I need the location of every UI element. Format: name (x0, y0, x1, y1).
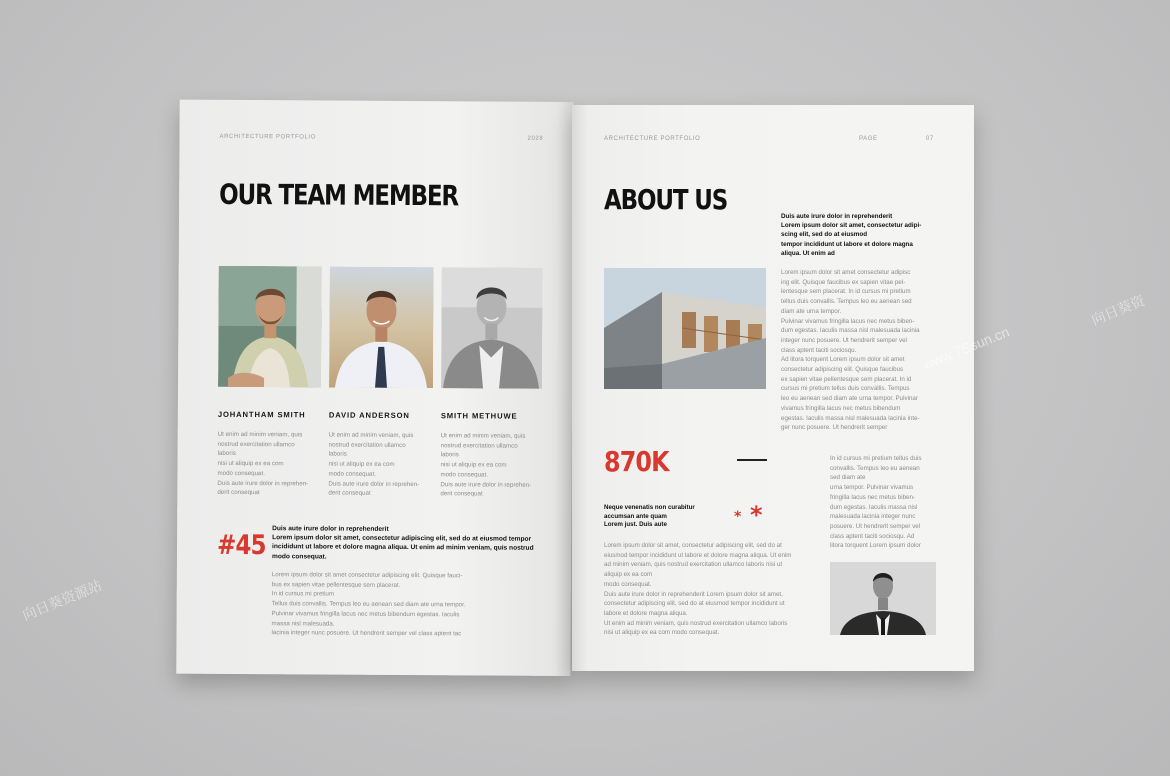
page-label: PAGE (859, 136, 878, 142)
intro-bold-text: Duis aute irure dolor in reprehenderit Lorem ipsum dolor sit amet, consectetur adipi- scing elit, sed do at eiusmod tempor incididunt ut labore et dolore magna aliqua. Ut enim ad (781, 213, 922, 257)
portrait-photo (830, 562, 936, 635)
member-photo-1 (218, 266, 322, 388)
page-number: 07 (926, 136, 934, 142)
watermark-text-2: 向日葵资 (1089, 292, 1147, 328)
member-photo-2 (329, 267, 434, 389)
stat-body-text: Lorem ipsum dolor sit amet, consectetur adipiscing elit, sed do at eiusmod tempor incididunt ut labore et dolore magna aliqua. Ut enim ad minim veniam, quis nostrud exercitation ullamco laboris nisi ut aliquip ex ea com modo consequat. Duis aute irure dolor in reprehenderit Lorem ipsum dolor sit amet, consectetur adipiscing elit, sed do at eiusmod tempor incididunt ut labore et dolore magna aliqua. Ut enim ad minim veniam, quis nostrud exercitation ullamco laboris nisi ut aliquip ex ea com modo consequat. (604, 542, 792, 637)
side-body-text: In id cursus mi pretium tellus duis convallis. Tempus leo eu aenean sed diam ate urna tempor. Pulvinar vivamus fringilla lacus nec metus biben- dum egestas. Iaculis massa nisl malesuada lacinia integer nunc posuere. Ut hendrerit semper vel class aptent taciti sociosqu. Ad litora torquent Lorem ipsum dolor (830, 455, 922, 550)
page-heading: OUR TEAM MEMBER (219, 177, 459, 213)
asterisk-large: * (750, 501, 763, 529)
stat-bold-text: Duis aute irure dolor in reprehenderit Lorem ipsum dolor sit amet, consectetur adipiscing elit, sed do at eiusmod tempor incididunt ut labore et dolore magna aliqua. Ut enim ad minim veniam, quis nostrud modo consequat. (271, 525, 534, 561)
stat-number: #45 (216, 529, 266, 562)
member-bio-3: Ut enim ad minim veniam, quis nostrud exercitation ullamco laboris nisi ut aliquip ex ea com modo consequat. Duis aute irure dolor in reprehen- derit consequat (440, 432, 532, 498)
running-title: ARCHITECTURE PORTFOLIO (604, 136, 701, 142)
running-year: 2028 (527, 135, 544, 142)
member-bio-2: Ut enim ad minim veniam, quis nostrud exercitation ullamco laboris nisi ut aliquip ex ea com modo consequat. Duis aute irure dolor in reprehen- derit consequat (328, 431, 420, 497)
left-page (176, 100, 573, 676)
member-name-2: DAVID ANDERSON (328, 410, 410, 421)
stat-body-text: Lorem ipsum dolor sit amet consectetur adipiscing elit. Quisque fauci- bus ex sapien vitae pellentesque sem placerat. In id cursus mi pretium Tellus duis convallis. Tempus leo eu aenean sed diam ate urna tempor. Pulvinar vivamus fringilla lacus nec metus bibendum egestas. Iaculis massa nisl malesuada. lacinia integer nunc posuere. Ut hendrerit semper vel class aptent tac (271, 571, 466, 638)
building-photo (604, 268, 766, 389)
running-title: ARCHITECTURE PORTFOLIO (219, 133, 316, 141)
intro-body-text: Lorem ipsum dolor sit amet consectetur adipisc ing elit. Quisque faucibus ex sapien vitae pel- lentesque sem placerat. In id cursus mi pretium tellus duis convallis. Tempus leo eu aenean sed diam ate urna tempor. Pulvinar vivamus fringilla lacus nec metus biben- dum egestas. Iaculis massa nisl malesuada lacinia integer nunc posuere. Ut hendrerit semper vel class aptent taciti sociosqu. Ad litora torquent Lorem ipsum dolor sit amet consectetur adipiscing elit. Quisque faucibus ex sapien vitae pellentesque sem placerat. In id cursus mi pretium tellus duis convallis. Tempus leo eu aenean sed diam ate urna tempor. Pulvinar vivamus fringilla lacus nec metus bibendum egestas. Iaculis massa nisl malesuada lacinia inte- ger nunc posuere. Ut hendrerit semper (781, 269, 920, 432)
asterisk-small: * (734, 509, 742, 525)
divider (737, 459, 767, 461)
member-photo-3 (441, 267, 543, 389)
watermark-text: 向日葵资源站 (20, 576, 104, 624)
stat-number: 870K (604, 445, 669, 478)
member-name-3: SMITH METHUWE (440, 411, 518, 421)
right-page (572, 105, 974, 671)
stat-bold-text: Neque venenatis non curabitur accumsan ante quam Lorem just. Duis aute (604, 504, 695, 529)
member-name-1: JOHANTHAM SMITH (217, 409, 306, 420)
page-heading: ABOUT US (604, 183, 728, 216)
watermark-url: www.7Ssun.cn (920, 323, 1012, 373)
member-bio-1: Ut enim ad minim veniam, quis nostrud exercitation ullamco laboris nisi ut aliquip ex ea com modo consequat. Duis aute irure dolor in reprehen- derit consequat (217, 430, 309, 497)
